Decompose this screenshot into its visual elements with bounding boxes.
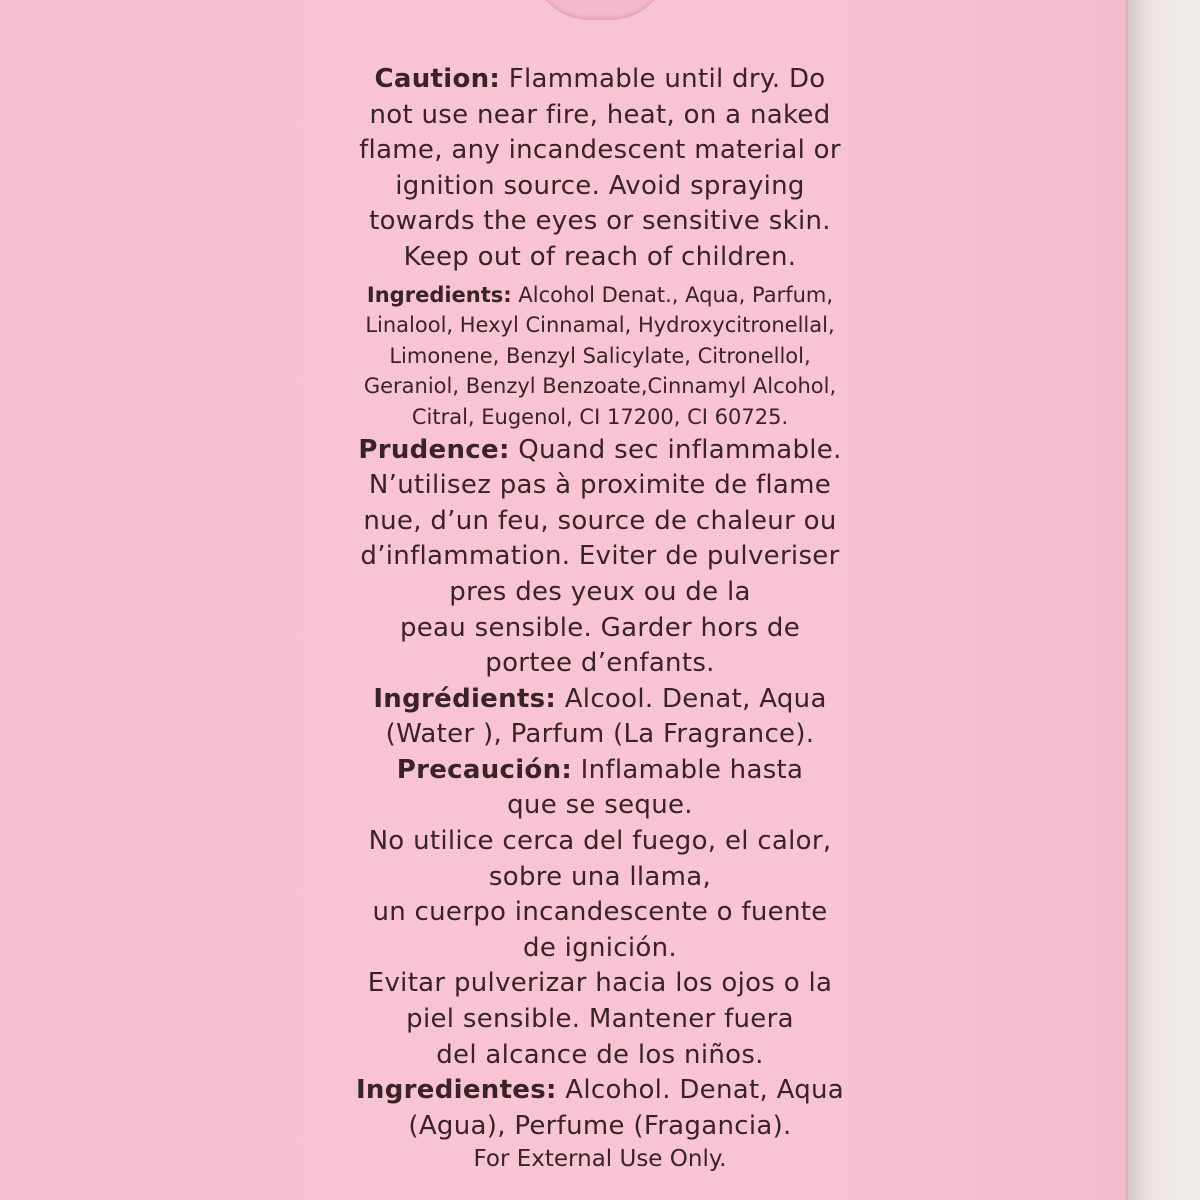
ingredients-fr-section [300,682,900,753]
prudence-first-line [300,433,900,469]
ingredients-en-heading: Ingredients: [366,282,512,307]
ingredients-fr-heading: Ingrédients: [373,683,557,714]
prudence-text: peau sensible. Garder hors de [399,612,801,643]
precaucion-text: Evitar pulverizar hacia los ojos o la [367,968,833,999]
caution-heading: Caution: [374,64,501,94]
ingredients-fr-text: Alcool. Denat, Aqua [556,683,827,714]
precaucion-heading: Precaución: [396,754,573,785]
ingredients-en-text: Alcohol Denat., Aqua, Parfum, [511,282,834,307]
caution-section [300,62,900,276]
ingredients-en-first-line [300,280,900,311]
precaucion-text: No utilice cerca del fuego, el calor, [368,826,832,857]
prudence-section [300,433,900,682]
ingredients-en-section [300,280,900,433]
prudence-text: nue, d’un feu, source de chaleur ou [363,505,837,536]
ingredients-en-text: Geraniol, Benzyl Benzoate,Cinnamyl Alcohol, [363,374,837,399]
ingredientes-es-heading: Ingredientes: [355,1075,557,1106]
warning-label [300,62,900,1175]
ingredients-fr-text: (Water ), Parfum (La Fragrance). [385,719,815,750]
prudence-text: N’utilisez pas à proximite de flame [368,470,832,501]
ingredients-en-text: Linalool, Hexyl Cinnamal, Hydroxycitronellal, [365,313,835,338]
prudence-text: d’inflammation. Eviter de pulveriser [360,541,840,572]
caution-text: Flammable until dry. Do [500,64,826,94]
caution-text: flame, any incandescent material or [359,135,841,166]
caution-text: towards the eyes or sensitive skin. [369,206,831,237]
prudence-heading: Prudence: [358,434,510,465]
ingredientes-es-first-line [300,1073,900,1109]
ingredientes-es-text: (Agua), Perfume (Fragancia). [408,1110,792,1141]
ingredientes-es-text: Alcohol. Denat, Aqua [556,1075,845,1106]
caution-text: Keep out of reach of children. [403,241,797,272]
precaucion-text: piel sensible. Mantener fuera [406,1004,794,1035]
precaucion-text: Inflamable hasta [572,754,804,785]
precaucion-text: sobre una llama, [488,861,712,892]
caution-text: not use near fire, heat, on a naked [369,99,831,130]
background-wall [1128,0,1200,1200]
precaucion-text: del alcance de los niños. [436,1039,764,1070]
prudence-text: portee d’enfants. [485,648,715,679]
precaucion-section [300,753,900,1073]
precaucion-first-line [300,753,900,789]
caution-text: ignition source. Avoid spraying [395,170,805,201]
precaucion-text: de ignición. [523,932,677,963]
prudence-text: pres des yeux ou de la [449,576,751,607]
precaucion-text: que se seque. [507,790,693,821]
ingredients-fr-first-line [300,682,900,718]
external-use-section [300,1144,900,1175]
ingredients-en-text: Limonene, Benzyl Salicylate, Citronellol, [389,343,811,368]
prudence-text: Quand sec inflammable. [509,434,842,465]
external-use-note: For External Use Only. [473,1146,727,1173]
precaucion-text: un cuerpo incandescente o fuente [372,897,828,928]
ingredientes-es-section [300,1073,900,1144]
ingredients-en-text: Citral, Eugenol, CI 17200, CI 60725. [411,404,789,429]
caution-first-line [300,62,900,98]
